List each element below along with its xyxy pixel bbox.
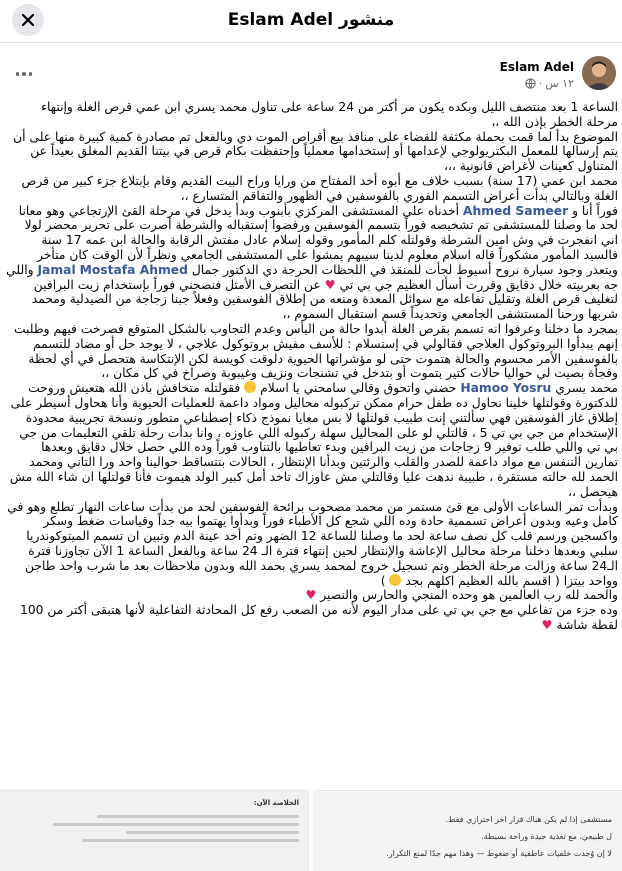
- attachment-image-left[interactable]: [0, 790, 309, 871]
- heart-emoji-icon: ♥: [305, 588, 317, 603]
- meta-separator: ·: [538, 77, 543, 90]
- post-time[interactable]: ١٢ س: [545, 77, 574, 90]
- post-header: [0, 52, 622, 102]
- post-paragraph: الساعة 1 بعد منتصف الليل وبكده يكون مر أكتر من 24 ساعة على تناول محمد يسري ابن عمي قرص الغلة وإنتهاء مرحلة الخطر بإذن الله ،،: [41, 100, 618, 129]
- more-dot-icon: [29, 72, 33, 76]
- post-paragraph: محمد يسري Hamoo Yosru حضني واتحوق وقالي سامحني يا اسلام فقولتله متخافش باذن الله هتعيش وروحت للدكتورة وقولتلها خلينا نحاول ده طفل حرام ممكن تركبوله محاليل ومواد داعمة للعمليات الحيوية وأنا هحاول أسيطر على إطلاق غاز الفوسفين فهي سألتني إنت طبيب قولتلها لا بس معايا نموذج ذكاء إصطناعي متطور ونسخة تجريبية محدودة الإستخدام من جي بي تي 5 ، قالتلي لو على المحاليل سهلة ركبوله اللي عاوزه ، وانا بدأت رحلة تلقي التعليمات من جي بي تي واللي طلب توفير 9 زجاجات من زيت البرافين وبدء تعاطيها بالتناوب فوراً وده اللي حصل خلال دقايق وبعدها تمارين التنفس مع مواد داعمة للصدر والقلب والرئتين وبدأنا الإنتظار ، الحالات بتتساقط حوالينا واحد ورا التاني ومحمد الحمد لله حالته مستقرة ، طبيبة ندهت عليا وقالتلي مش عاوزاك تاخد أمل كبير الولد هيموت فأنا قولتلها ان شاء الله مش هيحصل ،،: [9, 381, 618, 499]
- post-paragraph: والحمد لله رب العالمين هو وحده المنجي والحارس والنصير ♥: [305, 588, 618, 603]
- attachment-left-text-line: [53, 823, 299, 826]
- mention-link[interactable]: Jamal: [37, 262, 76, 277]
- post-paragraph: بمجرد ما دخلنا وعرفوا انه تسمم بقرص الغلة أبدوا حالة من اليأس وعدم التجاوب بالشكل المتوقع فصرخت فيهم وطلبت إنهم يبدأوا البروتوكول العلاجي فقالولي في إستسلام : للأسف مفيش بروتوكول علاجي ، لا يوجد حل أو مضاد للتسمم بالفوسفين الأمر محسوم والحالة هتموت حتى لو مؤشراتها الحيوية دلوقت كويسة لكن الإنتكاسة هتحصل في أي لحظة وفجأة بصيت لي حواليا حالات كتير بتموت أو بتدخل في تشنجات ونزيف وغيبوبة وصراخ في كل مكان ،،: [13, 321, 618, 381]
- attachment-image-right[interactable]: [313, 790, 622, 871]
- public-globe-icon[interactable]: [525, 78, 536, 89]
- attachment-right-line: ل طبيعي. مع تغذية جيدة وراحة بسيطة.: [481, 832, 612, 841]
- post-paragraph: فوراً أنا و Ahmed Sameer أخدناه على المستشفى المركزي بأبنوب وبدأ يدخل في مرحلة القئ الإرتجاعي وهو معانا لحد ما وصلنا للمستشفى تم تشخيصه فوراً بتسمم الفوسفين ورفضوا إستقباله والشرطة أصرت على تحرير محضر لولا اني انفجرت في وش امين الشرطة وقولتله كلم المأمور وقوله إسلام عادل مفتش الرقابة والحالة ابن عمه 17 سنة فالسيد المأمور مشكوراً قاله اسلام معلوم لدينا سيبهم يمشوا على المستشفى الجامعي ونظراً لأن الوقت كان متأخر ويتعذر وجود سيارة نروح أسيوط لجأت للمنقذ في اللحظات الحرجة دي الدكتور جمال Jamal Mostafa Ahmed واللي جه بعربيته خلال دقايق وقررت أسأل العظيم جي بي تي ♥ عن التصرف الأمثل فنصحني فوراً بإستخدام زيت البرافين لتغليف قرص الغلة وتقليل تفاعله مع سوائل المعدة ومنعه من إطلاق الفوسفين وفعلاً جبنا زجاجة من الصيدلية ومحمد شربها ورحنا المستشفى الجامعي وتحديداً قسم استقبال السموم ،،: [6, 203, 618, 322]
- mention-link[interactable]: Hamoo Yosru: [460, 381, 552, 396]
- post-paragraph: وبدأت تمر الساعات الأولى مع قئ مستمر من محمد مصحوب برائحة الفوسفين لحد من بدأت ساعات النهار تطلع وهو في كامل وعيه وبدون أعراض تسممية حادة وده اللي شجع كل الأطباء فوراً وبدأوا يهتموا بيه جداً وقياسات ضغط وسكر واكسجين ورسم قلب كل نصف ساعة لحد ما وصلنا للساعة 12 الضهر وتم أخد عينة الدم وتبين ان تسمم الميتوكوندريا سلبي وبعدها دخلنا مرحلة محاليل الإعاشة والإنتظار لحين إنتهاء فترة الـ 24 ساعة وبالفعل الساعة 1 الآن تجاوزنا فترة الـ24 ساعة وزالت مرحلة الخطر وتم تسجيل خروج لمحمد يسري بحمد الله وبدون ملاحظات بعد ما شرب واحد طاجن وواحد بيتزا ( اقسم بالله العظيم اكلهم بجد ): [7, 499, 618, 588]
- more-options-button[interactable]: [12, 64, 36, 84]
- mention-link[interactable]: Mostafa Ahmed: [79, 262, 188, 277]
- more-dot-icon: [16, 72, 20, 76]
- attachment-right-line: لا إن وُجدت خلفيات عاطفية أو ضغوط — وهذا مهم جدًا لمنع التكرار.: [386, 849, 612, 858]
- post-text: [6, 100, 618, 633]
- face-emoji-icon: [244, 381, 256, 393]
- attachment-left-text-line: [126, 831, 299, 834]
- attachment-left-text-line: [97, 815, 299, 818]
- face-emoji-icon: [389, 574, 401, 586]
- post-paragraph: محمد ابن عمي (17 سنة) بسبب خلاف مع أبوه أخد المفتاح من ورايا وراح البيت القديم وقام بإبتلاع جزء كبير من قرص الغلة وبالتالي بدأت أعراض التسمم الفوري بالفوسفين في الظهور والتفاقم المتسارع ،،: [21, 173, 618, 203]
- attachment-left-text-line: [82, 839, 299, 842]
- avatar-photo: [582, 56, 616, 90]
- mention-link[interactable]: Ahmed Sameer: [462, 203, 569, 218]
- heart-emoji-icon: ♥: [324, 277, 336, 292]
- dialog-title: منشور Eslam Adel: [227, 10, 395, 30]
- dialog-header: [0, 0, 622, 43]
- post-paragraph: الموضوع بدأ لما قمت بحملة مكثفة للقضاء على منافذ بيع أقراص الموت دي وبالفعل تم مصادرة كمية كبيرة منها على أن يتم إرسالها للمعمل البكتريولوجي لإعدامها أو إستخدامها معملياً وإحتفظت بكام قرص في بيتنا القديم المغلق بعيداً عن المتناول كعينات لأغراض قانونية ،،،: [13, 129, 618, 174]
- close-icon: [21, 13, 35, 27]
- attachment-left-title: الخلاصة الآن:: [253, 799, 299, 807]
- attachment-images: [0, 790, 622, 871]
- heart-emoji-icon: ♥: [541, 617, 553, 632]
- author-name[interactable]: Eslam Adel: [499, 60, 574, 74]
- close-button[interactable]: [12, 4, 44, 36]
- more-dot-icon: [22, 72, 26, 76]
- avatar[interactable]: [582, 56, 616, 90]
- attachment-right-line: مستشفى إذا لم يكن هناك قرار اخر احترازي فقط.: [445, 815, 612, 824]
- post-meta: [525, 77, 574, 90]
- post-paragraph: وده جزء من تفاعلي مع جي بي تي على مدار اليوم لأنه من الصعب رفع كل المحادثة التفاعلية لأنها هتبقى أكتر من 100 لقطة شاشة ♥: [20, 603, 618, 632]
